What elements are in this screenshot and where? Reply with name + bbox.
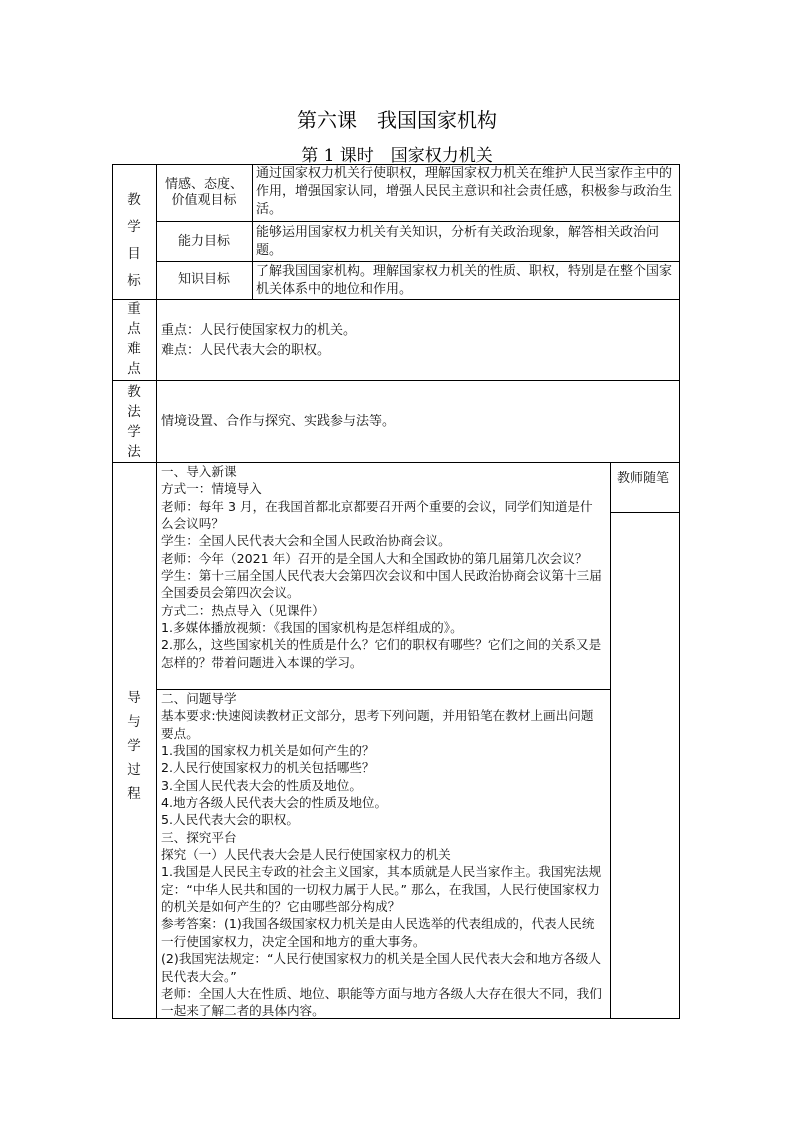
column-divider: [252, 164, 253, 299]
paragraph: 3.全国人民代表大会的性质及地位。: [161, 777, 362, 793]
section-heading: 三、探究平台: [161, 829, 237, 845]
row-divider: [156, 261, 680, 262]
objective-label-attitude: 情感、态度、价值观目标: [164, 177, 243, 208]
paragraph: 4.地方各级人民代表大会的性质及地位。: [161, 795, 388, 811]
key-point-text: 重点：人民行使国家权力的机关。: [161, 323, 357, 338]
key-points-header: 重点难点: [127, 301, 141, 377]
section-heading: 一、导入新课: [161, 464, 237, 479]
objective-text-attitude: 通过国家权力机关行使职权，理解国家权力机关在维护人民当家作主中的作用，增强国家认同，增强人民民主意识和社会责任感，积极参与政治生活。: [256, 166, 673, 217]
difficulty-text: 难点：人民代表大会的职权。: [161, 343, 331, 358]
objective-text-ability: 能够运用国家权力机关有关知识，分析有关政治现象，解答相关政治问题。: [256, 225, 660, 258]
paragraph: 参考答案：(1)我国各级国家权力机关是由人民选举的代表组成的，代表人民统一行使国家权力，决定全国和地方的重大事务。: [161, 916, 595, 949]
column-divider: [610, 462, 611, 1019]
paragraph: 方式一：情境导入: [161, 481, 262, 497]
paragraph: 2.那么，这些国家机关的性质是什么？它们的职权有哪些？它们之间的关系又是怎样的？带着问题进入本课的学习。: [161, 637, 602, 670]
objectives-header: 教学目标: [127, 192, 141, 289]
column-divider: [156, 164, 157, 1019]
methods-text: 情境设置、合作与探究、实践参与法等。: [161, 414, 396, 429]
process-part-2: [161, 690, 605, 1020]
paragraph: 老师：每年 3 月，在我国首都北京都要召开两个重要的会议，同学们知道是什么会议吗？: [161, 498, 593, 532]
paragraph: 基本要求:快速阅读教材正文部分，思考下列问题，并用铅笔在教材上画出问题要点。: [161, 708, 594, 741]
objective-label-knowledge: 知识目标: [177, 272, 230, 287]
objective-text-knowledge: 了解我国国家机构。理解国家权力机关的性质、职权，特别是在整个国家机关体系中的地位和作用。: [256, 264, 673, 297]
methods-header: 教法学法: [127, 384, 141, 460]
paragraph: 1.我国的国家权力机关是如何产生的？: [161, 743, 375, 759]
row-divider: [112, 380, 680, 381]
paragraph: 1.多媒体播放视频：《我国的国家机构是怎样组成的》。: [161, 620, 463, 636]
section-heading: 二、问题导学: [161, 691, 237, 706]
paragraph: (2)我国宪法规定：“人民行使国家权力的机关是全国人民代表大会和地方各级人民代表大会。”: [161, 951, 601, 984]
paragraph: 学生：全国人民代表大会和全国人民政治协商会议。: [161, 533, 451, 549]
row-divider: [112, 299, 680, 300]
process-header: 导与学过程: [127, 690, 141, 802]
row-divider: [156, 221, 680, 222]
objective-label-ability: 能力目标: [177, 234, 230, 249]
teacher-notes-header: 教师随笔: [617, 471, 670, 486]
paragraph: 老师：全国人大在性质、地位、职能等方面与地方各级人大存在很大不同，我们一起来了解二者的具体内容。: [161, 985, 602, 1019]
paragraph: 5.人民代表大会的职权。: [161, 812, 299, 828]
paragraph: 老师：今年（2021 年）召开的是全国人大和全国政协的第几届第几次会议？: [161, 550, 588, 566]
paragraph: 2.人民行使国家权力的机关包括哪些？: [161, 760, 375, 776]
paragraph: 学生：第十三届全国人民代表大会第四次会议和中国人民政治协商会议第十三届全国委员会第四次会议。: [161, 568, 602, 601]
paragraph: 探究（一）人民代表大会是人民行使国家权力的机关: [161, 847, 451, 863]
notes-divider: [610, 512, 680, 513]
page-title: 第六课 我国国家机构: [297, 108, 497, 132]
lesson-subtitle: 第 1 课时 国家权力机关: [301, 146, 493, 166]
process-part-1: [161, 463, 605, 671]
paragraph: 方式二：热点导入（见课件）: [161, 602, 325, 618]
paragraph: 1.我国是人民民主专政的社会主义国家，其本质就是人民当家作主。我国宪法规定：“中华人民共和国的一切权力属于人民。” 那么，在我国，人民行使国家权力的机关是如何产生的？它由哪些部分构成？: [161, 864, 602, 915]
